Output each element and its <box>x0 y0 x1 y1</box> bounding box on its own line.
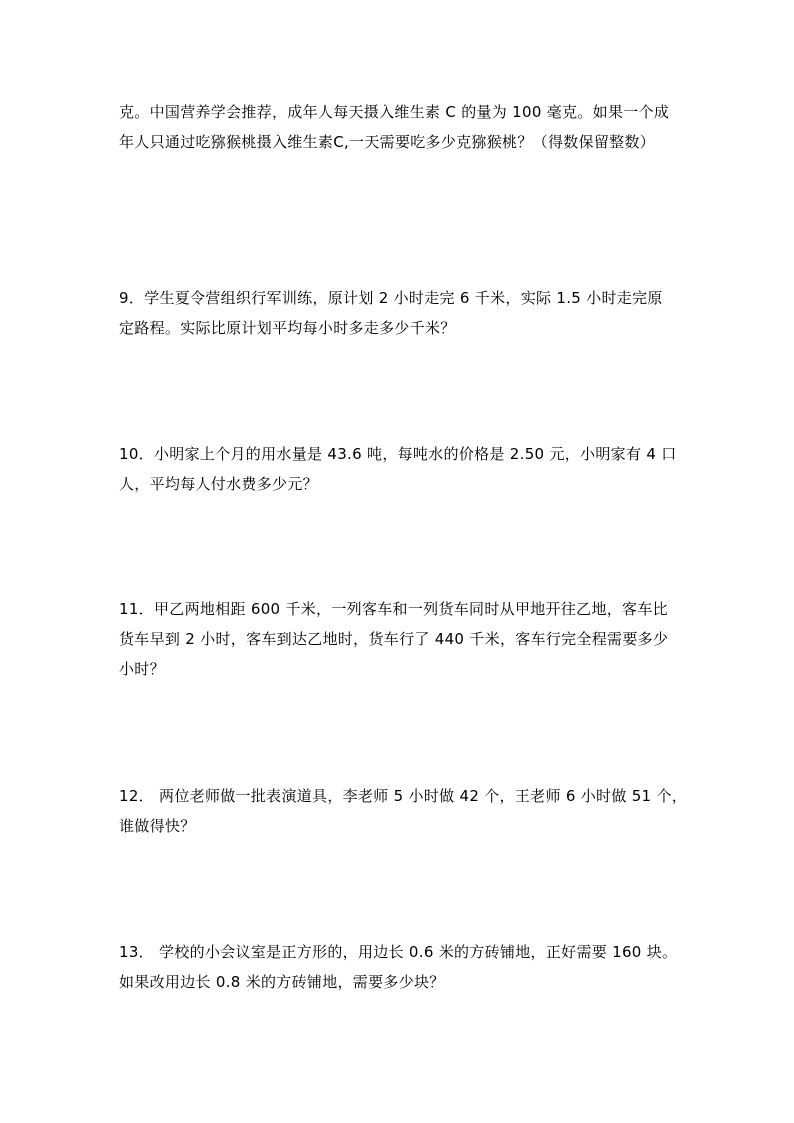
problem-text-line: 年人只通过吃猕猴桃摄入维生素C,一天需要吃多少克猕猴桃？（得数保留整数） <box>119 133 656 151</box>
problem-text-line: 小时？ <box>119 660 165 678</box>
problem-text-line: 克。中国营养学会推荐，成年人每天摄入维生素 C 的量为 100 毫克。如果一个成 <box>119 103 670 121</box>
problem-text-line: 谁做得快？ <box>119 817 196 835</box>
problem-text-line: 10．小明家上个月的用水量是 43.6 吨，每吨水的价格是 2.50 元，小明家有 4 口 <box>119 445 677 463</box>
problem-text-line: 9．学生夏令营组织行军训练，原计划 2 小时走完 6 千米，实际 1.5 小时走完原 <box>119 289 663 307</box>
problem-10 <box>119 439 689 499</box>
problem-11 <box>119 594 689 684</box>
problem-text-line: 12． 两位老师做一批表演道具，李老师 5 小时做 42 个，王老师 6 小时做 51 个， <box>119 787 688 805</box>
problem-9 <box>119 283 689 343</box>
problem-text-line: 如果改用边长 0.8 米的方砖铺地，需要多少块？ <box>119 973 445 991</box>
problem-13 <box>119 937 689 997</box>
problem-text-line: 货车早到 2 小时，客车到达乙地时，货车行了 440 千米，客车行完全程需要多少 <box>119 630 669 648</box>
problem-text-line: 人，平均每人付水费多少元？ <box>119 475 318 493</box>
problem-text-line: 13． 学校的小会议室是正方形的，用边长 0.6 米的方砖铺地，正好需要 160 块。 <box>119 943 678 961</box>
problem-text-line: 11．甲乙两地相距 600 千米，一列客车和一列货车同时从甲地开往乙地，客车比 <box>119 600 668 618</box>
problem-text-line: 定路程。实际比原计划平均每小时多走多少千米？ <box>119 319 456 337</box>
problem-8-continued <box>119 97 689 157</box>
problem-12 <box>119 781 689 841</box>
